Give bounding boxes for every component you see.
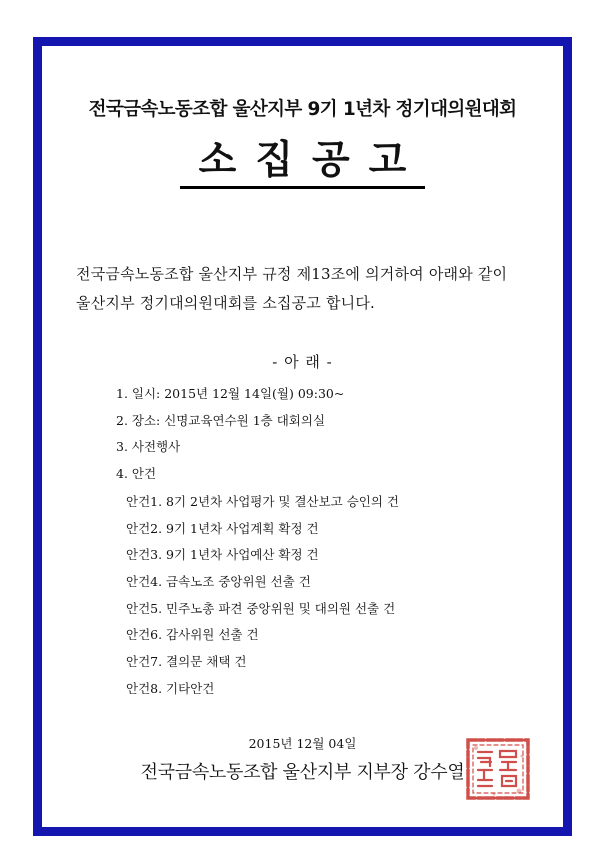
- agenda-item: 안건3. 9기 1년차 사업예산 확정 건: [126, 547, 319, 563]
- agenda-item: 안건1. 8기 2년차 사업평가 및 결산보고 승인의 건: [126, 494, 399, 509]
- agenda-item: 안건7. 결의문 채택 건: [126, 654, 247, 670]
- agenda-item: 안건6. 감사위원 선출 건: [126, 627, 259, 643]
- agenda-list: [126, 492, 399, 706]
- notice-title-wrap: [42, 136, 563, 189]
- list-item: 3. 사전행사: [116, 439, 181, 455]
- document-header: 전국금속노동조합 울산지부 9기 1년차 정기대의원대회: [88, 99, 517, 120]
- intro-line-2: 울산지부 정기대의원대회를 소집공고 합니다.: [76, 294, 375, 312]
- red-square-seal-icon: [464, 736, 534, 802]
- item-list: [116, 384, 344, 490]
- agenda-item: 안건5. 민주노총 파견 중앙위원 및 대의원 선출 건: [126, 600, 396, 616]
- list-item: 4. 안건: [116, 465, 157, 481]
- notice-title: 소집공고: [180, 136, 426, 189]
- agenda-item: 안건2. 9기 1년차 사업계획 확정 건: [126, 520, 319, 536]
- below-marker: - 아 래 -: [272, 353, 333, 371]
- agenda-item: 안건4. 금속노조 중앙위원 선출 건: [126, 574, 311, 590]
- document-border: [33, 37, 572, 836]
- issue-date: 2015년 12월 04일: [248, 736, 357, 751]
- agenda-item: 안건8. 기타안건: [126, 680, 215, 696]
- intro-paragraph: [76, 260, 507, 318]
- intro-line-1: 전국금속노동조합 울산지부 규정 제13조에 의거하여 아래와 같이: [76, 265, 508, 283]
- signer-line: 전국금속노동조합 울산지부 지부장 강수열: [140, 762, 465, 783]
- list-item: 1. 일시: 2015년 12월 14일(월) 09:30~: [116, 386, 345, 401]
- list-item: 2. 장소: 신명교육연수원 1층 대회의실: [116, 412, 326, 428]
